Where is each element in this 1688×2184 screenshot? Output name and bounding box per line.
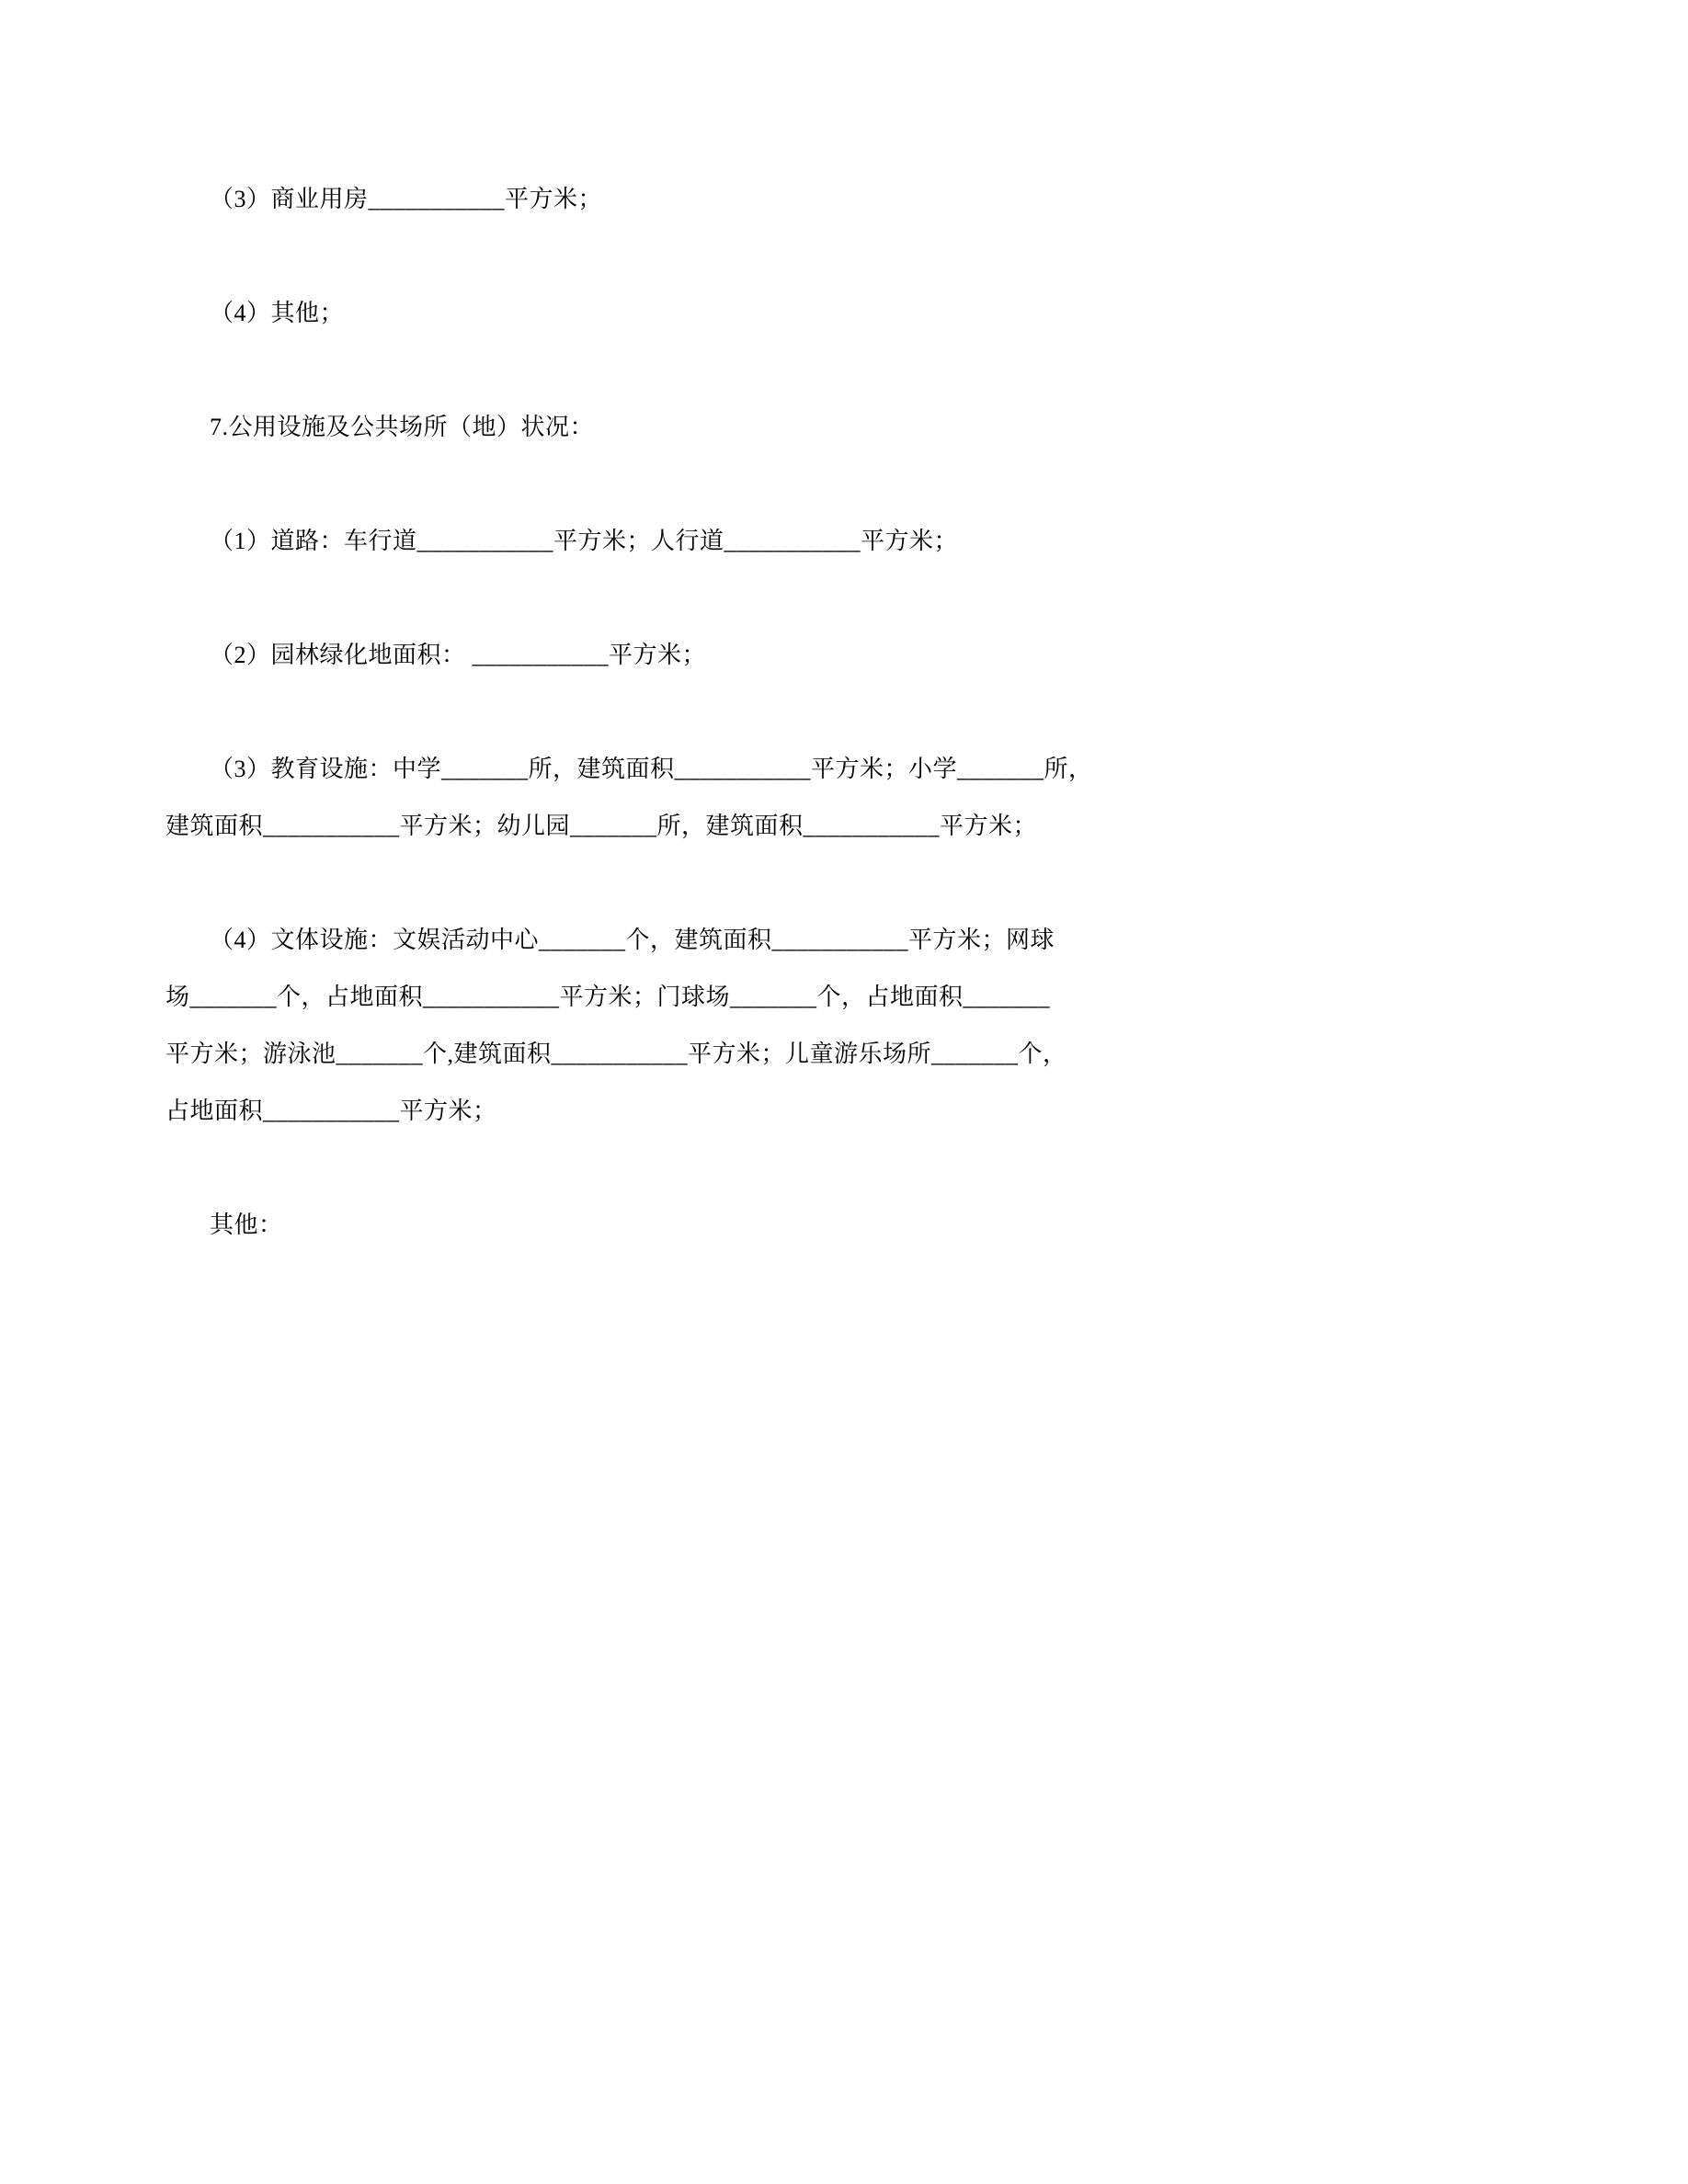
- form-line: （4）其他；: [210, 300, 345, 326]
- paragraph-section-7-heading: [165, 399, 1523, 456]
- form-line: 其他：: [210, 1211, 283, 1238]
- form-line: （3）教育设施：中学_______所，建筑面积___________平方米；小学_______所，: [210, 756, 1093, 782]
- form-line: 占地面积___________平方米；: [165, 1098, 497, 1124]
- section-heading: 7.公用设施及公共场所（地）状况：: [210, 414, 595, 440]
- form-line: 平方米；游泳池_______个,建筑面积___________平方米；儿童游乐场所_______个，: [165, 1041, 1067, 1067]
- form-line: （1）道路：车行道___________平方米；人行道___________平方米；: [210, 528, 959, 554]
- form-line: （2）园林绿化地面积： ___________平方米；: [210, 642, 707, 668]
- paragraph-commercial-housing: [165, 171, 1523, 228]
- form-line: 场_______个，占地面积___________平方米；门球场_______个，占地面积_______: [165, 984, 1051, 1010]
- form-line: 建筑面积___________平方米；幼儿园_______所，建筑面积___________平方米；: [165, 813, 1038, 839]
- paragraph-green-area: [165, 627, 1523, 684]
- paragraph-other-item4: [165, 285, 1523, 342]
- paragraph-education-facilities: [165, 741, 1523, 855]
- paragraph-roads: [165, 513, 1523, 570]
- form-line: （4）文体设施：文娱活动中心_______个，建筑面积___________平方米；网球: [210, 927, 1055, 953]
- form-line: （3）商业用房___________平方米；: [210, 186, 603, 212]
- paragraph-sports-culture-facilities: [165, 912, 1523, 1140]
- paragraph-other: [165, 1197, 1523, 1254]
